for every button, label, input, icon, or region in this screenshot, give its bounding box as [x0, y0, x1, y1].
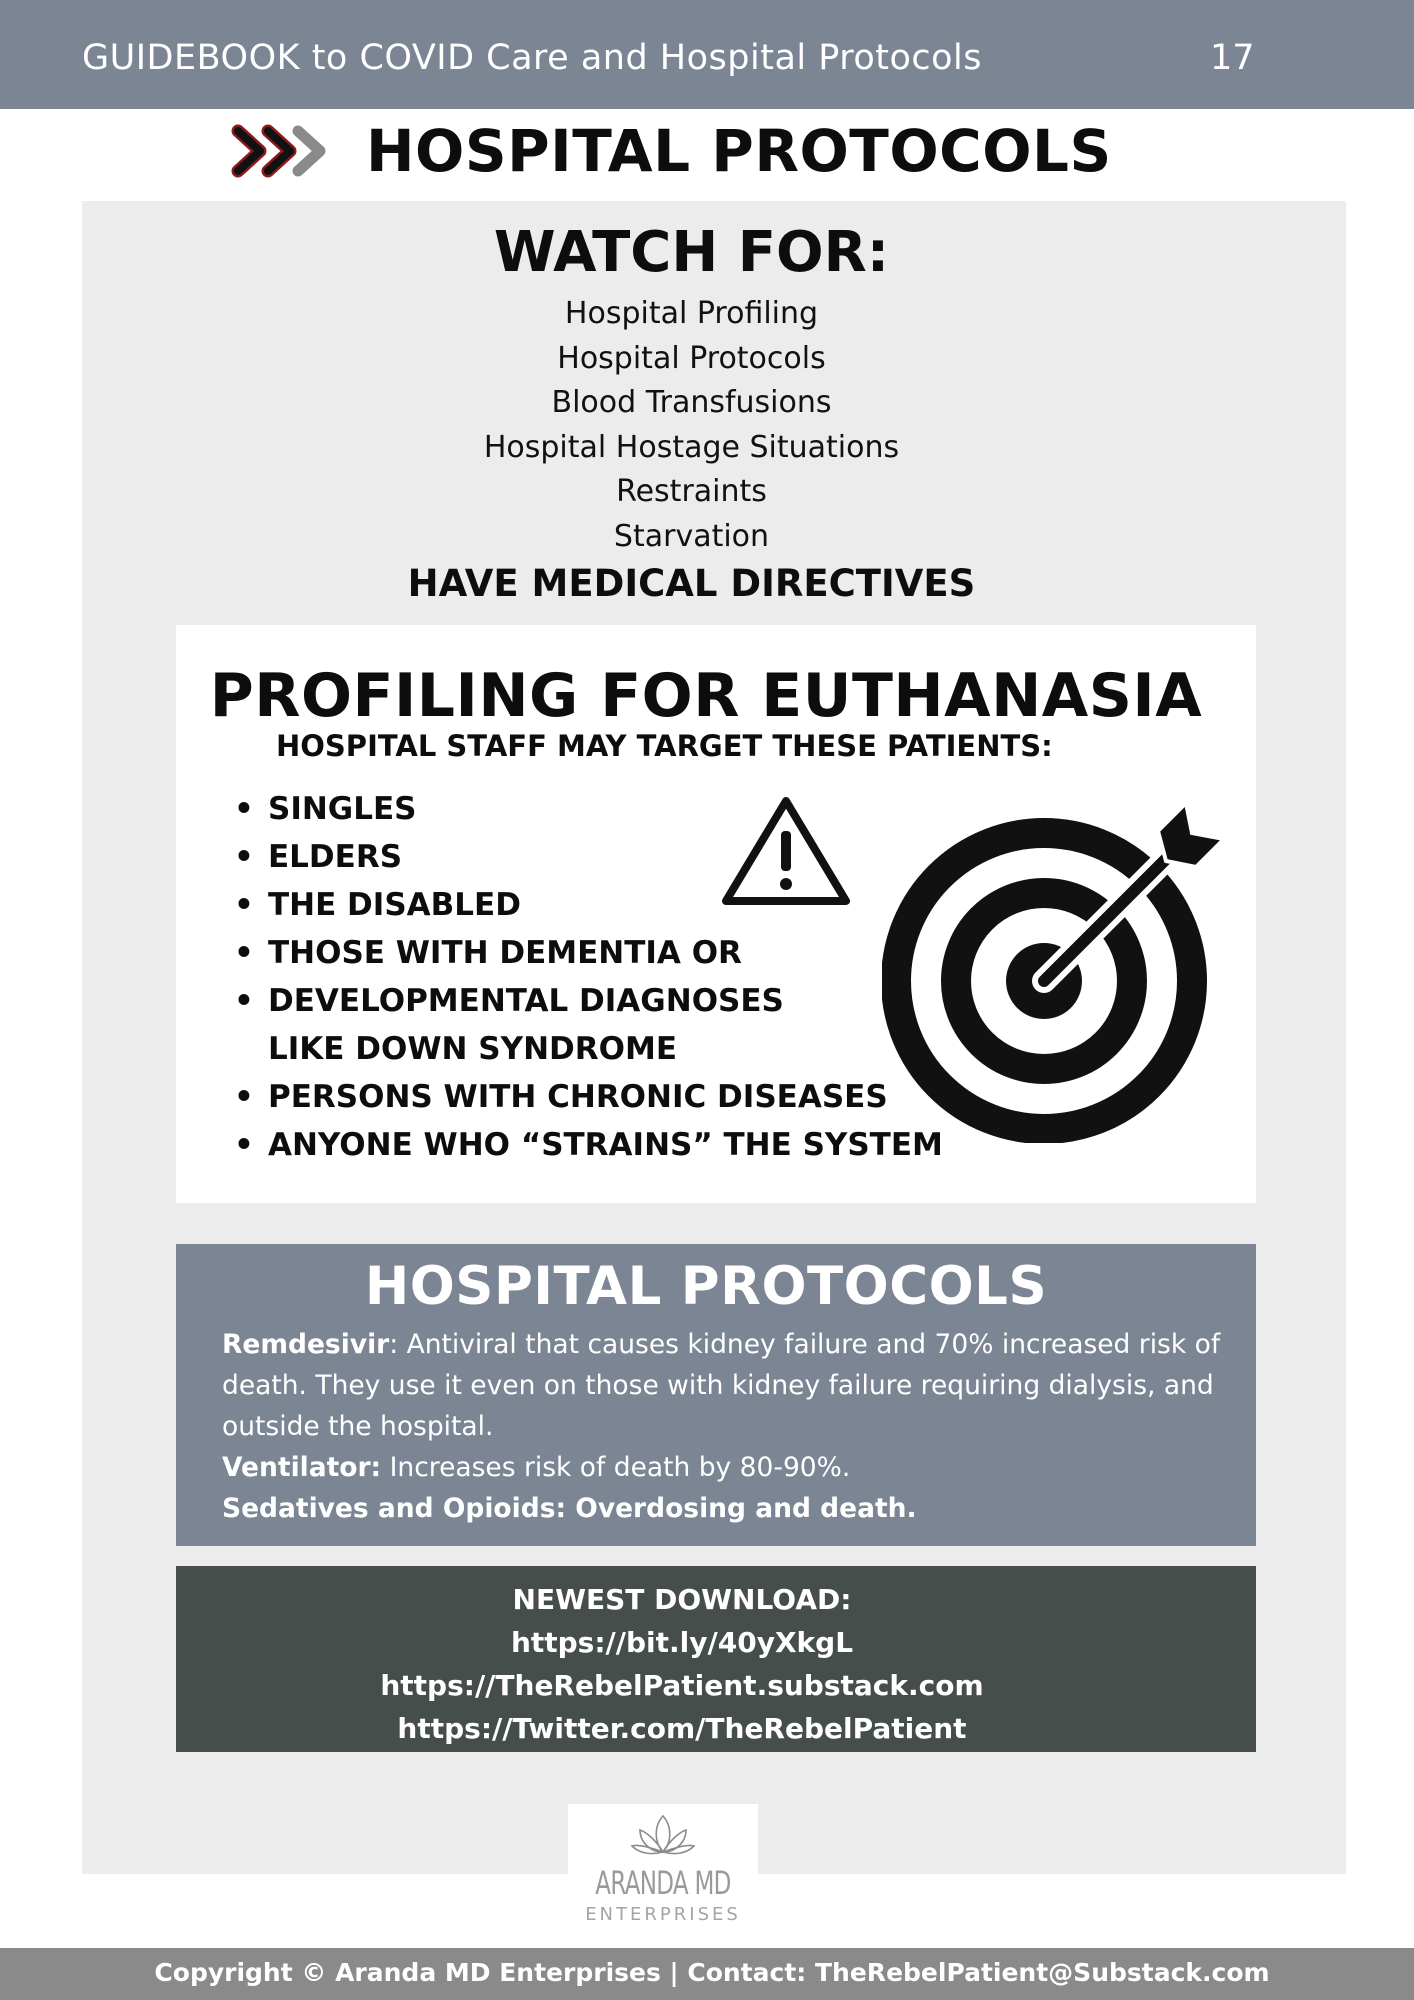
download-link[interactable]: https://bit.ly/40yXkgL	[510, 1626, 854, 1659]
sedatives-text: Sedatives and Opioids: Overdosing and death.	[222, 1493, 917, 1524]
list-item	[228, 929, 943, 977]
list-item: Hospital Protocols	[557, 340, 826, 376]
header-bar	[0, 0, 1414, 109]
list-item-text: THE DISABLED	[268, 887, 521, 923]
list-item: Blood Transfusions	[551, 385, 832, 421]
list-item: Hospital Hostage Situations	[483, 429, 900, 465]
twitter-link[interactable]: https://Twitter.com/TheRebelPatient	[397, 1712, 967, 1745]
list-item-text: LIKE DOWN SYNDROME	[268, 1031, 677, 1067]
watch-for-title: WATCH FOR:	[493, 220, 890, 285]
remdesivir-label: Remdesivir	[222, 1329, 390, 1360]
list-item: Restraints	[616, 474, 767, 510]
sedatives-paragraph	[222, 1488, 1232, 1529]
download-heading: NEWEST DOWNLOAD:	[512, 1583, 852, 1616]
list-item: Starvation	[613, 518, 770, 554]
bullet: •	[234, 1127, 254, 1163]
download-card	[176, 1566, 1256, 1752]
bullet: •	[234, 887, 254, 923]
logo-name: ARANDA MD	[595, 1864, 731, 1902]
list-item-text: PERSONS WITH CHRONIC DISEASES	[268, 1079, 888, 1115]
list-item-text: THOSE WITH DEMENTIA OR	[268, 935, 742, 971]
watch-for-list	[0, 292, 1383, 560]
list-item	[228, 977, 943, 1025]
list-item: Hospital Profiling	[564, 296, 819, 331]
list-item-text: ELDERS	[268, 839, 403, 875]
profiling-subtitle: HOSPITAL STAFF MAY TARGET THESE PATIENTS:	[276, 729, 1053, 763]
ventilator-paragraph	[222, 1447, 1232, 1488]
substack-link[interactable]: https://TheRebelPatient.substack.com	[380, 1669, 984, 1702]
list-item	[228, 1121, 943, 1169]
list-item	[228, 1073, 943, 1121]
list-item	[228, 1025, 943, 1073]
page-heading-row	[230, 112, 1112, 190]
document-title: GUIDEBOOK to COVID Care and Hospital Protocols	[82, 38, 983, 78]
lotus-icon	[628, 1812, 698, 1858]
profiling-title: PROFILING FOR EUTHANASIA	[209, 661, 1203, 731]
bullet: •	[234, 935, 254, 971]
bullet: •	[234, 839, 254, 875]
download-lines	[176, 1578, 1188, 1750]
target-icon	[882, 791, 1234, 1143]
page-number: 17	[1210, 38, 1255, 78]
bullet: •	[234, 1079, 254, 1115]
copyright-text: Copyright © Aranda MD Enterprises | Contact: TheRebelPatient@Substack.com	[154, 1958, 1270, 1987]
aranda-md-logo	[568, 1804, 758, 1930]
list-item-text: DEVELOPMENTAL DIAGNOSES	[268, 983, 784, 1019]
page-heading: HOSPITAL PROTOCOLS	[366, 117, 1112, 185]
remdesivir-paragraph	[222, 1324, 1232, 1447]
logo-subtitle: ENTERPRISES	[585, 1904, 741, 1925]
list-item-text: SINGLES	[268, 791, 417, 827]
ventilator-label: Ventilator:	[222, 1452, 382, 1483]
medical-directives-heading: HAVE MEDICAL DIRECTIVES	[407, 562, 976, 605]
list-item-text: ANYONE WHO “STRAINS” THE SYSTEM	[268, 1127, 943, 1163]
bullet: •	[234, 791, 254, 827]
chevron-arrows-icon	[230, 121, 342, 181]
protocols-title: HOSPITAL PROTOCOLS	[364, 1256, 1048, 1317]
profiling-card	[176, 625, 1256, 1203]
ventilator-text: Increases risk of death by 80-90%.	[381, 1452, 851, 1483]
bullet: •	[234, 983, 254, 1019]
hospital-protocols-card	[176, 1244, 1256, 1546]
warning-icon	[718, 793, 854, 911]
protocols-body	[222, 1324, 1232, 1529]
footer-bar	[0, 1948, 1414, 2000]
remdesivir-text: : Antiviral that causes kidney failure and 70% increased risk of death. They use it even on those with kidney failure requiring dialysis, and outside the hospital.	[222, 1329, 1221, 1442]
